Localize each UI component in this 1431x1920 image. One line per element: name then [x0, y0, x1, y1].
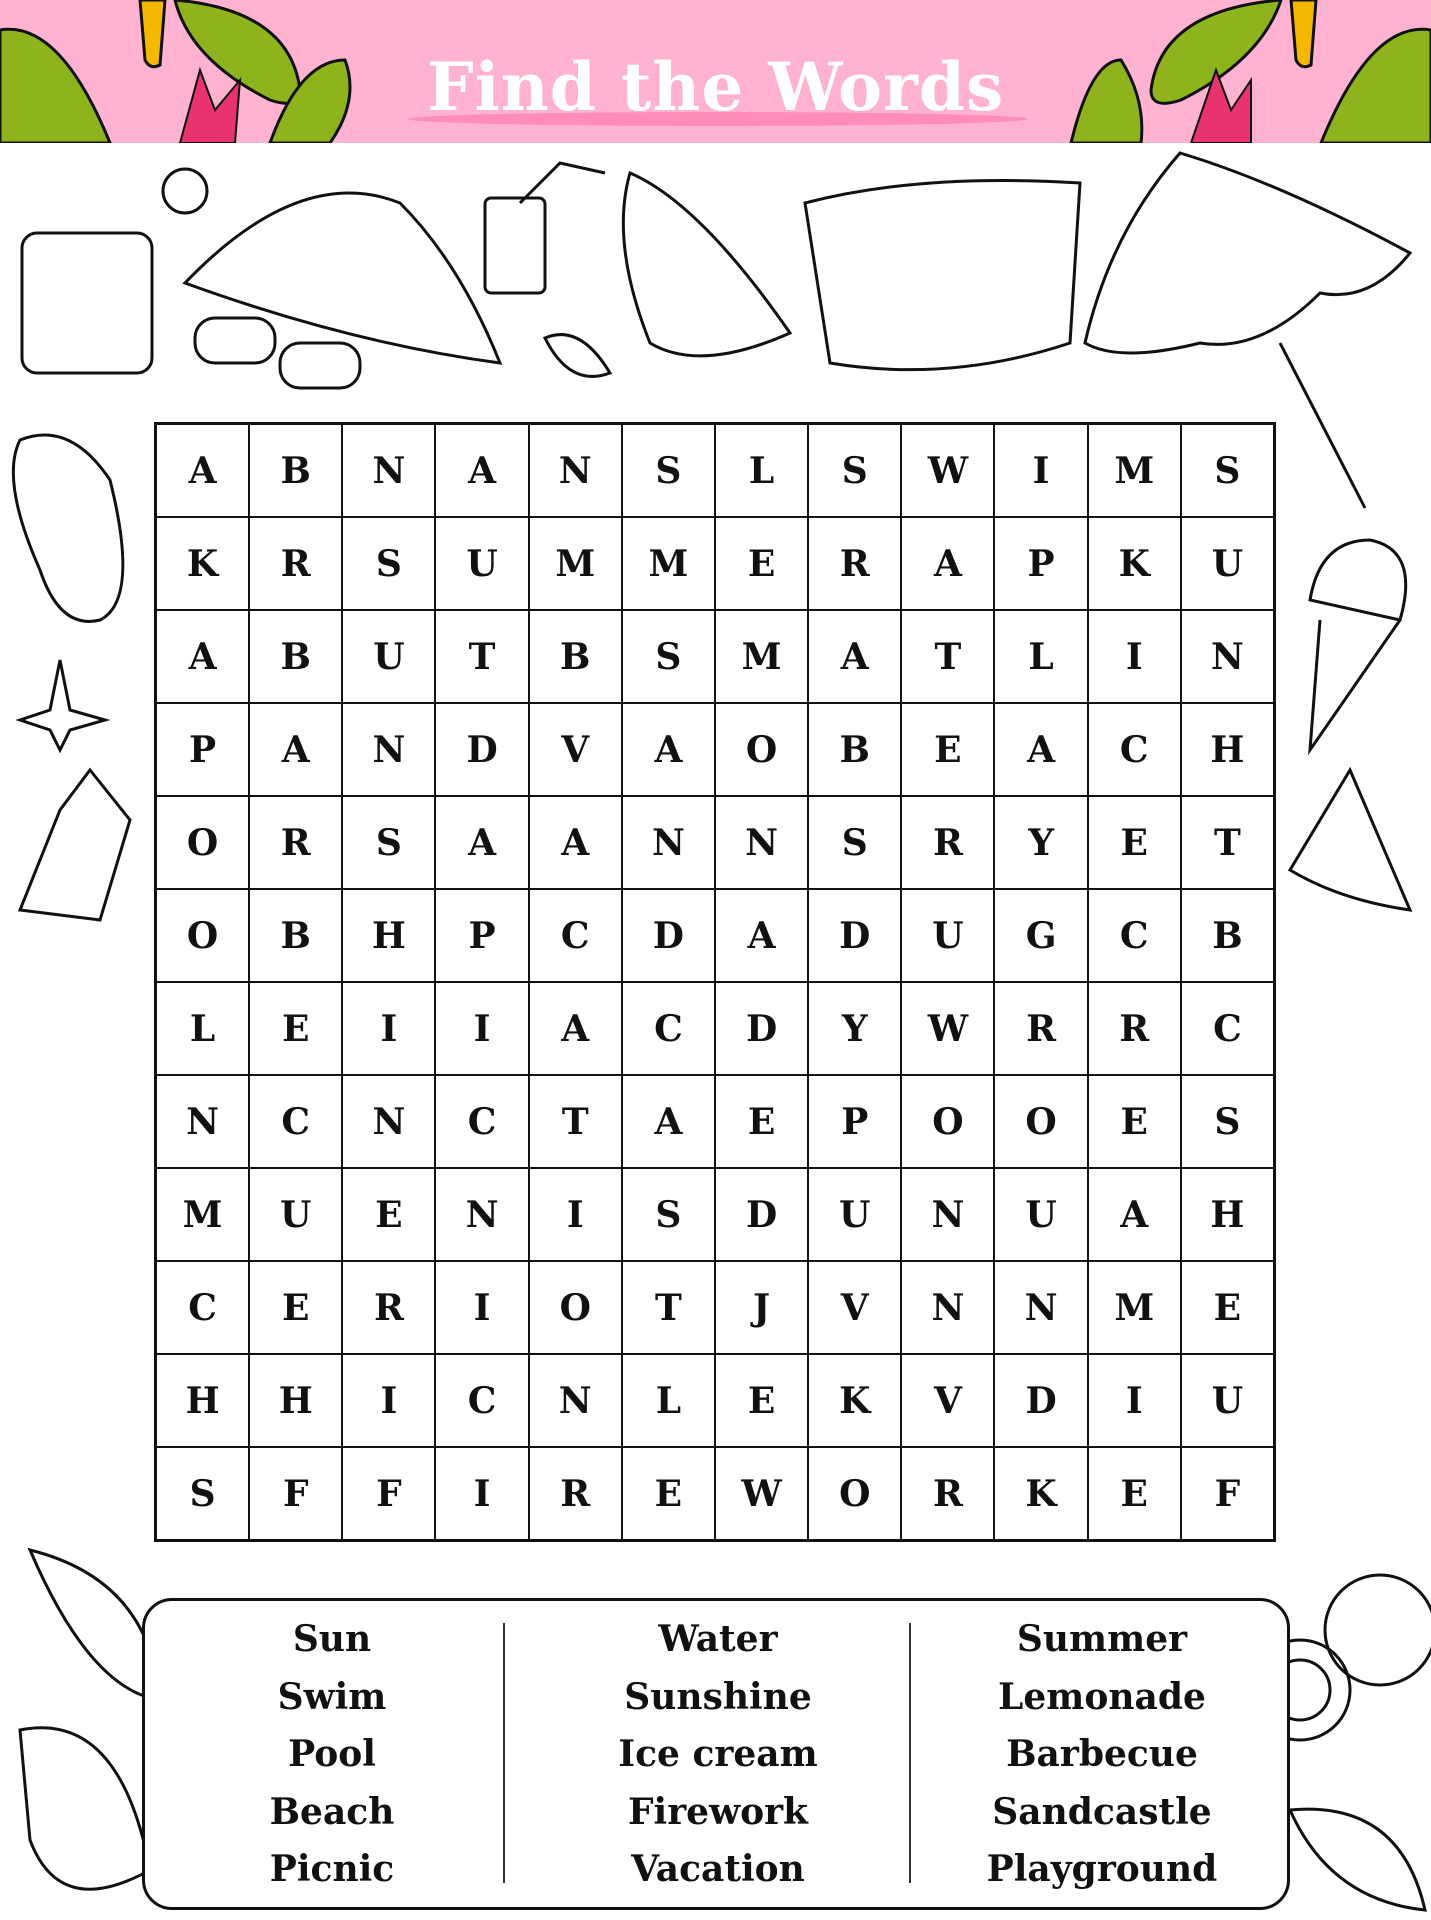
- grid-cell[interactable]: R: [1088, 982, 1181, 1075]
- title-banner: [0, 0, 1431, 143]
- grid-cell[interactable]: B: [249, 424, 342, 517]
- grid-cell[interactable]: E: [1088, 1447, 1181, 1540]
- grid-cell[interactable]: H: [1181, 703, 1274, 796]
- grid-cell[interactable]: N: [342, 1075, 435, 1168]
- grid-cell[interactable]: E: [249, 982, 342, 1075]
- grid-cell[interactable]: A: [249, 703, 342, 796]
- grid-cell[interactable]: N: [435, 1168, 528, 1261]
- grid-cell[interactable]: I: [342, 1354, 435, 1447]
- grid-cell[interactable]: E: [249, 1261, 342, 1354]
- grid-cell[interactable]: A: [715, 889, 808, 982]
- column-divider: [503, 1623, 505, 1883]
- grid-cell[interactable]: R: [901, 1447, 994, 1540]
- grid-cell[interactable]: P: [435, 889, 528, 982]
- grid-cell[interactable]: C: [156, 1261, 249, 1354]
- grid-cell[interactable]: T: [529, 1075, 622, 1168]
- grid-cell[interactable]: K: [156, 517, 249, 610]
- grid-cell[interactable]: N: [342, 424, 435, 517]
- grid-cell[interactable]: C: [249, 1075, 342, 1168]
- grid-cell[interactable]: R: [994, 982, 1087, 1075]
- grid-cell[interactable]: U: [342, 610, 435, 703]
- grid-cell[interactable]: N: [994, 1261, 1087, 1354]
- grid-cell[interactable]: B: [249, 610, 342, 703]
- grid-cell[interactable]: R: [901, 796, 994, 889]
- grid-cell[interactable]: S: [808, 424, 901, 517]
- grid-cell[interactable]: W: [715, 1447, 808, 1540]
- grid-cell[interactable]: C: [435, 1354, 528, 1447]
- word-column-3: [912, 1611, 1292, 1899]
- grid-cell[interactable]: M: [529, 517, 622, 610]
- grid-cell[interactable]: S: [622, 424, 715, 517]
- word-item: Sunshine: [624, 1675, 812, 1718]
- grid-cell[interactable]: H: [1181, 1168, 1274, 1261]
- side-items-left-icon: [0, 420, 140, 940]
- word-item: Sun: [292, 1618, 372, 1660]
- grid-cell[interactable]: Y: [808, 982, 901, 1075]
- grid-cell[interactable]: B: [1181, 889, 1274, 982]
- word-column-1: [142, 1611, 522, 1899]
- grid-cell[interactable]: J: [715, 1261, 808, 1354]
- word-item: Picnic: [269, 1848, 395, 1890]
- grid-cell[interactable]: B: [808, 703, 901, 796]
- word-item: Summer: [1016, 1618, 1188, 1660]
- word-item: Pool: [288, 1733, 376, 1775]
- grid-cell[interactable]: A: [1088, 1168, 1181, 1261]
- grid-cell[interactable]: R: [249, 796, 342, 889]
- grid-cell[interactable]: D: [994, 1354, 1087, 1447]
- word-item: Firework: [627, 1790, 809, 1833]
- grid-cell[interactable]: M: [715, 610, 808, 703]
- grid-cell[interactable]: D: [808, 889, 901, 982]
- side-items-right-icon: [1280, 530, 1431, 930]
- grid-cell[interactable]: B: [249, 889, 342, 982]
- grid-cell[interactable]: A: [994, 703, 1087, 796]
- grid-cell[interactable]: U: [808, 1168, 901, 1261]
- grid-cell[interactable]: U: [249, 1168, 342, 1261]
- grid-cell[interactable]: C: [622, 982, 715, 1075]
- grid-cell[interactable]: F: [1181, 1447, 1274, 1540]
- grid-cell[interactable]: T: [435, 610, 528, 703]
- grid-cell[interactable]: S: [622, 610, 715, 703]
- grid-cell[interactable]: P: [156, 703, 249, 796]
- grid-cell[interactable]: A: [156, 610, 249, 703]
- grid-cell[interactable]: O: [156, 796, 249, 889]
- grid-cell[interactable]: A: [808, 610, 901, 703]
- grid-cell[interactable]: A: [529, 982, 622, 1075]
- grid-cell[interactable]: S: [342, 517, 435, 610]
- grid-cell[interactable]: U: [1181, 517, 1274, 610]
- grid-cell[interactable]: F: [249, 1447, 342, 1540]
- grid-cell[interactable]: M: [1088, 1261, 1181, 1354]
- grid-cell[interactable]: T: [901, 610, 994, 703]
- grid-cell[interactable]: L: [715, 424, 808, 517]
- grid-cell[interactable]: O: [808, 1447, 901, 1540]
- grid-cell[interactable]: O: [994, 1075, 1087, 1168]
- word-search-grid: [154, 422, 1276, 1542]
- grid-cell[interactable]: I: [435, 1261, 528, 1354]
- grid-cell[interactable]: R: [249, 517, 342, 610]
- grid-cell[interactable]: E: [1088, 1075, 1181, 1168]
- grid-cell[interactable]: S: [156, 1447, 249, 1540]
- grid-cell[interactable]: E: [1088, 796, 1181, 889]
- word-item: Swim: [277, 1675, 387, 1718]
- grid-cell[interactable]: E: [901, 703, 994, 796]
- grid-cell[interactable]: L: [622, 1354, 715, 1447]
- grid-cell[interactable]: R: [529, 1447, 622, 1540]
- grid-cell[interactable]: C: [1088, 703, 1181, 796]
- grid-cell[interactable]: U: [435, 517, 528, 610]
- grid-cell[interactable]: H: [342, 889, 435, 982]
- grid-cell[interactable]: C: [1181, 982, 1274, 1075]
- word-item: Ice cream: [618, 1733, 818, 1775]
- grid-cell[interactable]: M: [622, 517, 715, 610]
- grid-cell[interactable]: A: [435, 796, 528, 889]
- grid-cell[interactable]: S: [1181, 424, 1274, 517]
- grid-cell[interactable]: E: [715, 517, 808, 610]
- grid-cell[interactable]: R: [808, 517, 901, 610]
- grid-cell[interactable]: O: [156, 889, 249, 982]
- grid-cell[interactable]: I: [1088, 1354, 1181, 1447]
- grid-cell[interactable]: M: [1088, 424, 1181, 517]
- grid-cell[interactable]: I: [994, 424, 1087, 517]
- grid-cell[interactable]: A: [622, 703, 715, 796]
- grid-cell[interactable]: T: [622, 1261, 715, 1354]
- grid-cell[interactable]: F: [342, 1447, 435, 1540]
- grid-cell[interactable]: R: [342, 1261, 435, 1354]
- grid-cell[interactable]: L: [994, 610, 1087, 703]
- grid-cell[interactable]: U: [1181, 1354, 1274, 1447]
- grid-cell[interactable]: W: [901, 982, 994, 1075]
- grid-cell[interactable]: I: [1088, 610, 1181, 703]
- grid-cell[interactable]: K: [808, 1354, 901, 1447]
- grid-cell[interactable]: L: [156, 982, 249, 1075]
- word-item: Barbecue: [1006, 1733, 1198, 1775]
- grid-cell[interactable]: I: [435, 982, 528, 1075]
- word-list-box: [142, 1598, 1290, 1910]
- grid-cell[interactable]: O: [901, 1075, 994, 1168]
- grid-cell[interactable]: A: [901, 517, 994, 610]
- grid-cell[interactable]: G: [994, 889, 1087, 982]
- grid-cell[interactable]: I: [529, 1168, 622, 1261]
- word-item: Vacation: [631, 1848, 805, 1890]
- grid-cell[interactable]: E: [1181, 1261, 1274, 1354]
- grid-cell[interactable]: K: [994, 1447, 1087, 1540]
- grid-cell[interactable]: N: [529, 1354, 622, 1447]
- grid-cell[interactable]: V: [901, 1354, 994, 1447]
- grid-cell[interactable]: E: [342, 1168, 435, 1261]
- grid-cell[interactable]: T: [1181, 796, 1274, 889]
- grid-cell[interactable]: O: [715, 703, 808, 796]
- grid-cell[interactable]: P: [808, 1075, 901, 1168]
- grid-cell[interactable]: D: [622, 889, 715, 982]
- grid-cell[interactable]: N: [901, 1261, 994, 1354]
- grid-cell[interactable]: N: [622, 796, 715, 889]
- word-item: Water: [658, 1618, 778, 1660]
- grid-cell[interactable]: S: [622, 1168, 715, 1261]
- grid-cell[interactable]: U: [994, 1168, 1087, 1261]
- grid-cell[interactable]: U: [901, 889, 994, 982]
- word-column-2: [528, 1611, 908, 1899]
- grid-cell[interactable]: A: [529, 796, 622, 889]
- grid-cell[interactable]: M: [156, 1168, 249, 1261]
- grid-cell[interactable]: S: [1181, 1075, 1274, 1168]
- grid-cell[interactable]: P: [994, 517, 1087, 610]
- column-divider: [909, 1623, 911, 1883]
- grid-cell[interactable]: S: [808, 796, 901, 889]
- grid-cell[interactable]: Y: [994, 796, 1087, 889]
- grid-cell[interactable]: A: [622, 1075, 715, 1168]
- grid-cell[interactable]: A: [435, 424, 528, 517]
- grid-cell[interactable]: D: [715, 982, 808, 1075]
- grid-cell[interactable]: I: [435, 1447, 528, 1540]
- grid-cell[interactable]: E: [715, 1354, 808, 1447]
- grid-cell[interactable]: V: [529, 703, 622, 796]
- grid-cell[interactable]: N: [901, 1168, 994, 1261]
- grid-cell[interactable]: H: [156, 1354, 249, 1447]
- grid-cell[interactable]: N: [529, 424, 622, 517]
- grid-cell[interactable]: N: [1181, 610, 1274, 703]
- word-item: Sandcastle: [992, 1790, 1212, 1833]
- grid-cell[interactable]: W: [901, 424, 994, 517]
- grid-cell[interactable]: N: [156, 1075, 249, 1168]
- grid-cell[interactable]: N: [715, 796, 808, 889]
- grid-cell[interactable]: K: [1088, 517, 1181, 610]
- word-item: Lemonade: [998, 1675, 1206, 1718]
- grid-cell[interactable]: C: [529, 889, 622, 982]
- grid-cell[interactable]: C: [435, 1075, 528, 1168]
- word-item: Playground: [986, 1848, 1218, 1890]
- grid-cell[interactable]: S: [342, 796, 435, 889]
- grid-cell[interactable]: B: [529, 610, 622, 703]
- grid-cell[interactable]: C: [1088, 889, 1181, 982]
- grid-cell[interactable]: O: [529, 1261, 622, 1354]
- page-title: Find the Words: [426, 48, 1005, 126]
- grid-cell[interactable]: E: [715, 1075, 808, 1168]
- grid-cell[interactable]: V: [808, 1261, 901, 1354]
- grid-cell[interactable]: D: [715, 1168, 808, 1261]
- grid-cell[interactable]: H: [249, 1354, 342, 1447]
- grid-cell[interactable]: N: [342, 703, 435, 796]
- grid-cell[interactable]: D: [435, 703, 528, 796]
- grid-cell[interactable]: E: [622, 1447, 715, 1540]
- word-item: Beach: [269, 1790, 395, 1833]
- grid-cell[interactable]: I: [342, 982, 435, 1075]
- grid-cell[interactable]: A: [156, 424, 249, 517]
